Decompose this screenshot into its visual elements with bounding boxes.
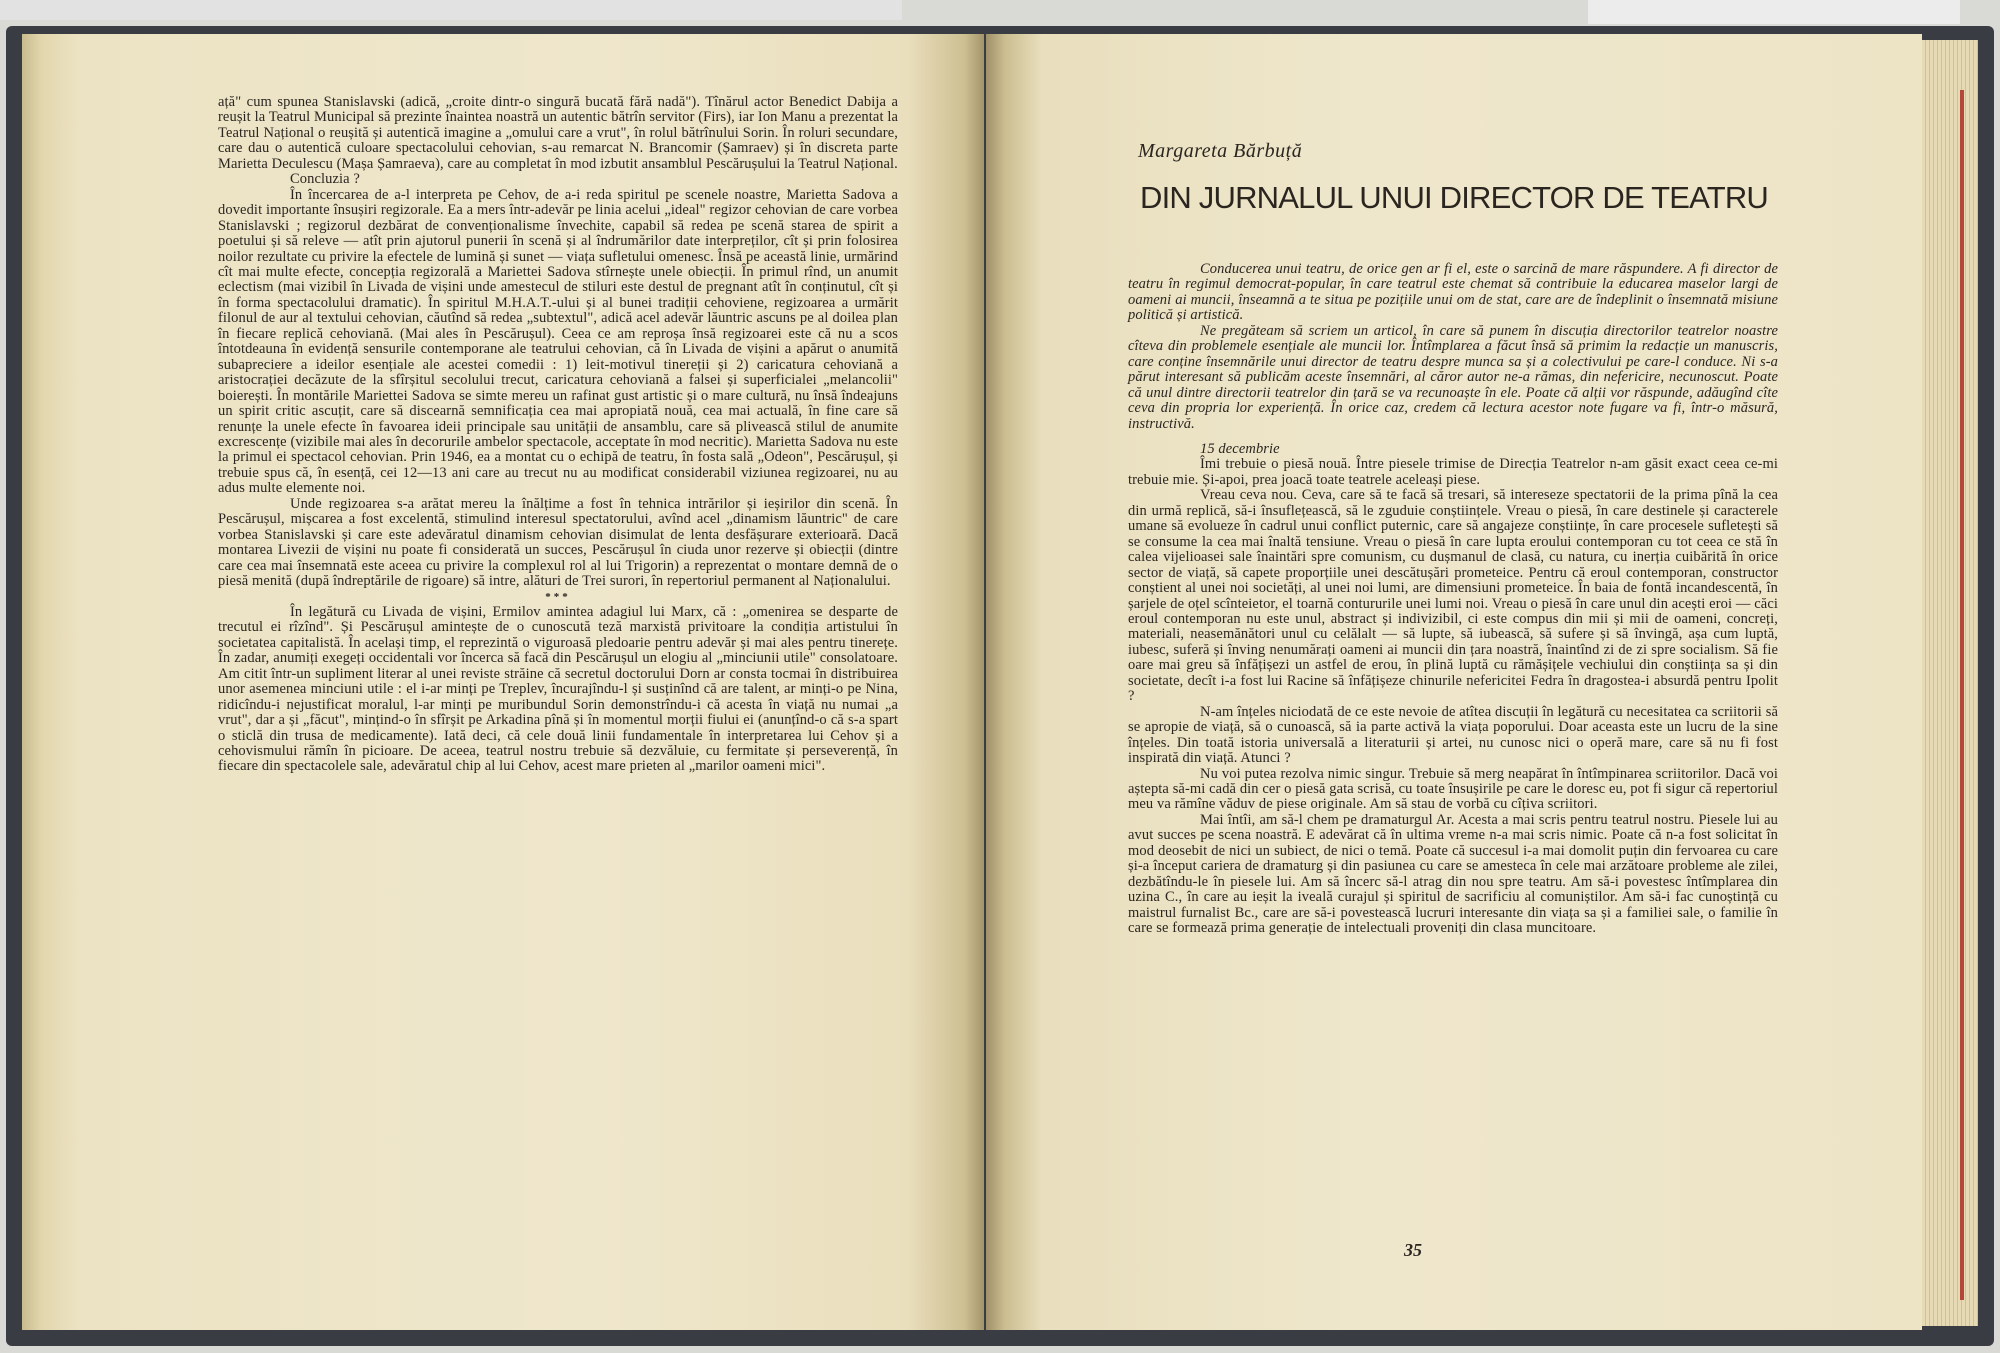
paragraph: N-am înțeles niciodată de ce este nevoie de atîtea discuții în legătură cu necesitatea ca scriitorii să se apropie de viață, să o cunoască, să ia parte activă la viața poporului. Doar aceasta este un lucru de la sine înțeles. Din toată istoria universală a literaturii și artei, nu cunosc nici o operă mare, care să nu fi fost inspirată din viață. Atunci ? [1128,703,1778,767]
section-separator: *** [545,590,571,603]
paragraph: În legătură cu Livada de vișini, Ermilov amintea adagiul lui Marx, că : „omenirea se desparte de trecutul ei rîzînd". Și Pescărușul amintește de o cunoscută teză marxistă privitoare la condiția artistului în societatea capitalistă. În același timp, el reprezintă o viguroasă pledoarie pentru adevăr și mai ales pentru tinerețe. În zadar, anumiți exegeți occidentali vor încerca să facă din Pescărușul un elogiu al „minciunii utile" consolatoare. Am citit într-un supliment literar al unei reviste străine că secretul doctorului Dorn ar consta tocmai în distribuirea unor asemenea minciuni utile : el i-ar minți pe Treplev, încurajîndu-l și susținînd că are talent, ar minți-o pe Nina, ridicîndu-i nejustificat moralul, l-ar minți pe muribundul Sorin demonstrîndu-i că acesta în viață nu numai „a vrut", dar a și „făcut", mințind-o în sfîrșit pe Arkadina pînă și în momentul morții fiului ei (anunțînd-o că s-a spart o sticlă din trusa de medicamente). Iată deci, că cele două linii fundamentale în interpretarea lui Cehov și a cehovismului rămîn în picioare. De aceea, teatrul nostru trebuie să dezvăluie, cu fermitate și perseverență, în fiecare din spectacolele sale, adevăratul chip al lui Cehov, acest mare prieten al „marilor oameni mici". [218,603,898,775]
paragraph: Vreau ceva nou. Ceva, care să te facă să tresari, să intereseze spectatorii de la prima pînă la cea din urmă replică, să-i însuflețească, să le zguduie conștiințele. Vreau o piesă, în care destinele și caracterele umane să evolueze în cadrul unui conflict puternic, care să angajeze conștiințe, în care procesele sufletești să se consume la cea mai înaltă tensiune. Vreau o piesă în care lupta eroului contemporan cu tot ceea ce stă în calea vijelioasei sale înaintări spre comunism, cu dușmanul de clasă, cu natura, cu inerția cuibărită în orice sector de viață, să capete proporțiile unei descătușări prometeice. Pentru că eroul contemporan, constructor conștient al unei noi societăți, al unei noi lumi, are dimensiuni prometeice. În baia de fontă incandescentă, în șarjele de oțel scînteietor, el toarnă contururile unei lumi noi. Vreau o piesă în care unul din acești eroi — căci eroul contemporan nu este unul, abstract și indivizibil, ci este compus din mii și mii de oameni, concreți, materiali, neasemănători unul cu celălalt — să lupte, să iubească, să sufere și să învingă, așa cum luptă, iubesc, suferă și înving nenumărați oameni ai muncii din țara noastră, înaintînd zi de zi spre socialism. Să fie oare mai greu să înfățișezi un astfel de erou, în plină luptă cu rămășițele vechiului din conștiința sa și din societate, decît i-a fost lui Racine să înfățișeze chinurile nefericitei Fedra în dragostea-i absurdă pentru Ipolit ? [1128,487,1778,705]
right-page-text [1128,262,1778,936]
intro-paragraph: Ne pregăteam să scriem un articol, în care să punem în discuția directorilor teatrelor noastre cîteva din problemele esențiale ale muncii lor. Întîmplarea a făcut însă să primim la redacție un manuscris, care conține însemnările unui director de teatru despre munca sa și a colectivului pe care-l conduce. Ni s-a părut interesant să publicăm aceste însemnări, al căror autor ne-a rămas, din nefericire, necunoscut. Poate că unul dintre directorii teatrelor din țară se va recunoaște în ele. Poate că alții vor răspunde, adăugînd cîte ceva din propria lor experiență. În orice caz, credem că lectura acestor note fugare va fi, într-o măsură, instructivă. [1128,322,1778,432]
page-edge-mark [1960,90,1964,1300]
article-author: Margareta Bărbuță [1138,140,1303,162]
scan-background-top-left [0,0,902,20]
paragraph: Mai întîi, am să-l chem pe dramaturgul Ar. Acesta a mai scris pentru teatrul nostru. Piesele lui au avut succes pe scena noastră. E adevărat că în ultima vreme n-a mai scris nimic. Poate că n-a fost solicitat în mod deosebit de nici un subiect, de nici o temă. Poate că succesul i-a mai domolit puțin din fervoarea cu care și-a început cariera de dramaturg și din pasiunea cu care se amesteca în cele mai arzătoare probleme ale zilei, dezbătîndu-le în piesele lui. Am să încerc să-l atrag din nou spre teatru. Am să-i povestesc întîmplarea din uzina C., în care au ieșit la iveală curajul și spiritul de sacrificiu al comuniștilor. Am să-i fac cunoștință cu maistrul furnalist Bc., care are să-i povestească lucruri interesante din viața sa și a familiei sale, o familie în care se formează prima generație de intelectuali proveniți din clasa muncitoare. [1128,811,1778,937]
paragraph: Îmi trebuie o piesă nouă. Între piesele trimise de Direcția Teatrelor n-am găsit exact ceea ce-mi trebuie mie. Și-apoi, prea joacă toate teatrele aceleași piese. [1128,456,1778,488]
paragraph: Concluzia ? [290,171,360,188]
paragraph: În încercarea de a-l interpreta pe Cehov, de a-i reda spiritul pe scenele noastre, Marietta Sadova a dovedit importante însușiri regizorale. Ea a mers într-adevăr pe linia acelui „ideal" regizor cehovian de care vorbea Stanislavski ; regizorul dezbărat de convenționalisme învechite, capabil să redea pe scenă starea de spirit a poetului și să releve — atît prin ajutorul punerii în scenă și al îndrumărilor date interpreților, cît și prin folosirea noilor rezultate cu privire la efectele de lumină și sunet — viața sufletului omenesc. Însă pe această linie, urmărind cît mai multe efecte, concepția regizorală a Mariettei Sadova stîrnește unele obiecții. În primul rînd, un anumit eclectism (mai vizibil în Livada de vișini unde amestecul de stiluri este destul de pregnant atît în conținutul, cît și în forma spectacolului dramatic). În spiritul M.H.A.T.-ului și al bunei tradiții cehoviene, regizoarea a urmărit filonul de aur al textului cehovian, căutînd să redea „subtextul", adică acel adevăr lăuntric ascuns pe al doilea plan în fiecare replică cehoviană. (Mai ales în Pescărușul). Ceea ce am reproșa însă regizoarei este că nu a scos întotdeauna în evidență sensurile contemporane ale teatrului cehovian, că în Livada de vișini a apărut o anumită subapreciere a ideilor esențiale ale acestei comedii : 1) leit-motivul tinereții și 2) caricatura cehoviană a aristocrației decăzute de la sfîrșitul secolului trecut, caricatura cehoviană a falsei și superficialei „melancolii" boierești. În montările Mariettei Sadova se simte mereu un rafinat gust artistic și o mare cultură, nu însă îndeajuns un spirit critic ascuțit, care să discearnă semnificația cea mai apropiată nouă, cea mai actuală, în fine care să renunțe la unele efecte în favoarea ideii principale sau unității de ansamblu, care să plivească stilul de anumite excrescențe (vizibile mai ales în decorurile ambelor spectacole, acceptate în mod necritic). Marietta Sadova nu este la primul ei spectacol cehovian. Prin 1946, ea a montat cu o echipă de teatru, în fosta sală „Odeon", Pescărușul, și trebuie spus că, în esență, cei 12—13 ani care au trecut nu au modificat considerabil viziunea regizoarei, nu au adus multe elemente noi. [218,186,898,497]
article-body [1128,457,1778,936]
page-number: 35 [1404,1240,1422,1260]
article-title: DIN JURNALUL UNUI DIRECTOR DE TEATRU [1140,180,1769,215]
intro-paragraph: Conducerea unui teatru, de orice gen ar fi el, este o sarcină de mare răspundere. A fi director de teatru în regimul democrat-popular, în care teatrul este chemat să contribuie la educarea maselor largi de oameni ai muncii, înseamnă a te situa pe pozițiile unui om de stat, care are de îndeplinit o însemnată misiune politică și artistică. [1128,261,1778,324]
scan-background-top-right [1588,0,1960,24]
page-edges [1922,40,1978,1326]
article-intro [1128,262,1778,432]
left-page-text [218,95,898,775]
paragraph: Nu voi putea rezolva nimic singur. Trebuie să merg neapărat în întîmpinarea scriitorilor. Dacă voi aștepta să-mi cadă din cer o piesă gata scrisă, cu toate însușirile pe care le doresc eu, pot fi sigur că repertoriul meu va rămîne văduv de piese originale. Am să stau de vorbă cu cîțiva scriitori. [1128,765,1778,813]
journal-date: 15 decembrie [1200,440,1280,457]
paragraph: ață" cum spunea Stanislavski (adică, „croite dintr-o singură bucată fără nadă"). Tînărul actor Benedict Dabija a reușit la Teatrul Municipal să prezinte înaintea noastră un autentic bătrîn servitor (Firs), iar Ion Manu a prezentat la Teatrul Național o reușită și autentică imagine a „omului care a vrut", în rolul bătrînului Sorin. În roluri secundare, care dau o autentică culoare spectacolului cehovian, s-au remarcat N. Brancomir (Șamraev) și în discreta parte Marietta Deculescu (Mașa Șamraeva), care au completat în mod izbutit ansamblul Pescărușului la Teatrul Național. [218,94,898,172]
paragraph: Unde regizoarea s-a arătat mereu la înălțime a fost în tehnica intrărilor și ieșirilor din scenă. În Pescărușul, mișcarea a fost excelentă, stimulind interesul spectatorului, avînd acel „dinamism lăuntric" de care vorbea Stanislavski și care este adevăratul dinamism cehovian disimulat de lenta desfășurare exterioară. Dacă montarea Livezii de vișini nu poate fi considerată un succes, Pescărușul în ciuda unor rezerve și obiecții (dintre care cea mai însemnată este aceea cu privire la complexul rol al lui Trigorin) a reprezentat o montare demnă de o piesă menită (după îndreptările de rigoare) să intre, alături de Trei surori, în repertoriul permanent al Naționalului. [218,495,898,590]
